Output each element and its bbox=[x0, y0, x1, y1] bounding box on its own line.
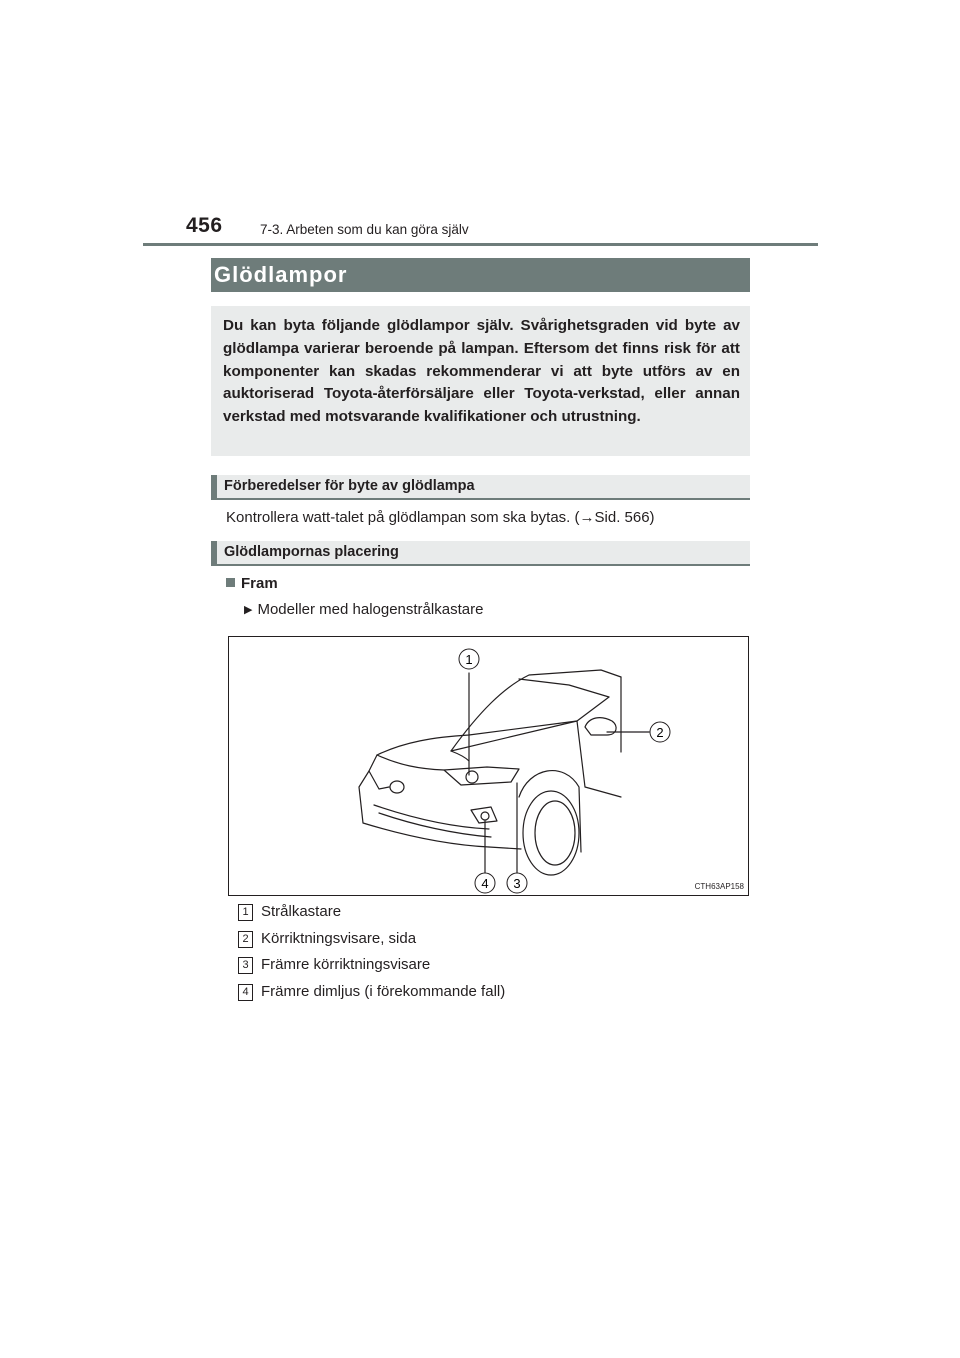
legend-text: Främre dimljus (i förekommande fall) bbox=[261, 983, 506, 1000]
fog-light-housing bbox=[471, 807, 497, 823]
subsection-label: Fram bbox=[241, 575, 278, 592]
section-reference: 7-3. Arbeten som du kan göra själv bbox=[260, 222, 469, 237]
windshield-bottom bbox=[451, 697, 609, 751]
callout-4: 4 bbox=[481, 876, 489, 891]
subsection-front bbox=[226, 575, 278, 592]
legend-number: 1 bbox=[238, 904, 253, 921]
intro-box: Du kan byta följande glödlampor själv. Svårighetsgraden vid byte av glödlampa varierar beroende på lampan. Eftersom det finns risk för att komponenter kan skadas rekommenderar vi att byte utförs av en auktoriserad Toyota-återförsäljare eller Toyota-verkstad, eller annan verkstad med motsvarande kvalifikationer och utrustning. bbox=[211, 306, 750, 456]
legend-item bbox=[238, 983, 505, 1001]
legend-item bbox=[238, 930, 416, 948]
grille-left bbox=[369, 755, 389, 789]
page-title: Glödlampor bbox=[211, 258, 750, 292]
headlight bbox=[444, 767, 519, 785]
legend-number: 2 bbox=[238, 931, 253, 948]
callout-1: 1 bbox=[465, 652, 473, 667]
windshield-top bbox=[519, 679, 609, 697]
triangle-bullet-icon: ▶ bbox=[244, 604, 253, 616]
lower-grille-2 bbox=[379, 813, 491, 837]
figure-code: CTH63AP158 bbox=[694, 882, 744, 891]
arrow-icon: → bbox=[579, 509, 595, 526]
legend-item bbox=[238, 956, 430, 974]
page-number: 456 bbox=[186, 214, 223, 237]
hood-rear bbox=[377, 721, 577, 755]
preparation-text bbox=[226, 509, 655, 526]
legend-number: 3 bbox=[238, 957, 253, 974]
model-line bbox=[244, 601, 483, 618]
model-label: Modeller med halogenstrålkastare bbox=[257, 601, 484, 618]
legend-number: 4 bbox=[238, 984, 253, 1001]
square-bullet-icon bbox=[226, 578, 235, 587]
fog-light bbox=[481, 812, 489, 820]
header-rule bbox=[143, 243, 818, 246]
subheading-placement: Glödlampornas placering bbox=[211, 541, 750, 566]
callout-3: 3 bbox=[513, 876, 521, 891]
hood-front bbox=[377, 755, 444, 770]
car-illustration bbox=[229, 637, 749, 896]
page-reference-link[interactable]: Sid. 566) bbox=[594, 509, 655, 526]
roof-line bbox=[451, 670, 621, 751]
wheel-inner bbox=[535, 801, 575, 865]
legend-item bbox=[238, 903, 341, 921]
wheel bbox=[523, 791, 579, 875]
wheel-arch bbox=[519, 771, 581, 852]
legend-text: Körriktningsvisare, sida bbox=[261, 930, 417, 947]
rocker bbox=[489, 847, 521, 849]
car-front-figure bbox=[228, 636, 749, 896]
headlight-bulb bbox=[466, 771, 478, 783]
preparation-sentence: Kontrollera watt-talet på glödlampan som ska bytas. ( bbox=[226, 509, 580, 526]
legend-text: Strålkastare bbox=[261, 903, 342, 920]
legend-text: Främre körriktningsvisare bbox=[261, 956, 431, 973]
hood-crease bbox=[451, 751, 469, 761]
callout-2: 2 bbox=[656, 725, 664, 740]
emblem bbox=[390, 781, 404, 793]
subheading-preparation: Förberedelser för byte av glödlampa bbox=[211, 475, 750, 500]
